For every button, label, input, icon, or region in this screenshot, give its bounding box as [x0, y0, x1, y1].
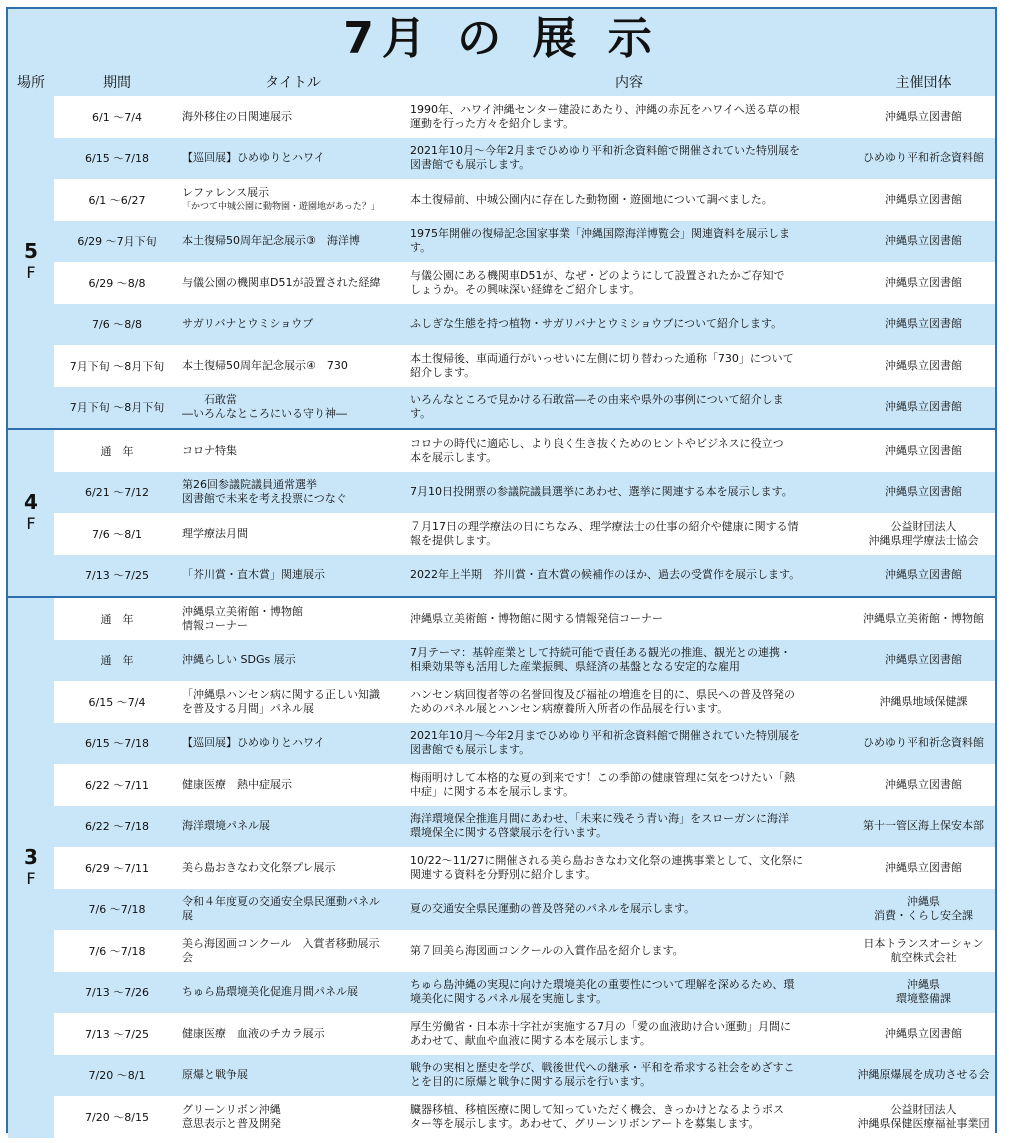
title-line: 海洋環境パネル展 — [182, 819, 270, 833]
title-line: 展 — [182, 909, 193, 923]
title-cell — [180, 806, 406, 848]
org-cell — [852, 681, 995, 723]
content-cell — [406, 681, 852, 723]
content-line: ハンセン病回復者等の名誉回復及び福祉の増進を目的に、県民への普及啓発の — [410, 687, 795, 701]
org-cell — [852, 345, 995, 387]
content-line: 境美化に関するパネル展を実施します。 — [410, 992, 608, 1006]
table-row — [54, 1055, 995, 1097]
title-cell — [180, 640, 406, 682]
period-cell: 通 年 — [100, 654, 134, 668]
table-row — [54, 179, 995, 221]
page-title: 7月 の 展 示 — [8, 9, 995, 67]
title-cell — [180, 96, 406, 138]
floor-number: 4 — [24, 490, 38, 514]
table-row — [54, 598, 995, 640]
org-cell — [852, 1055, 995, 1097]
title-line: 海外移住の日関連展示 — [182, 109, 292, 123]
content-line: 図書館でも展示します。 — [410, 743, 531, 757]
title-line: 沖縄らしい SDGs 展示 — [182, 653, 296, 667]
title-cell — [180, 472, 406, 514]
content-cell — [406, 304, 852, 346]
content-cell — [406, 96, 852, 138]
title-line: を普及する月間」パネル展 — [182, 701, 314, 715]
floor-label — [8, 96, 54, 428]
org-cell — [852, 472, 995, 514]
content-cell — [406, 806, 852, 848]
content-line: 相乗効果等も活用した産業振興、県経済の基盤となる安定的な雇用 — [410, 660, 740, 674]
period-cell: 7/20 ～8/1 — [88, 1069, 146, 1083]
content-cell — [406, 221, 852, 263]
content-line: 報を提供します。 — [410, 533, 498, 547]
table-row — [54, 847, 995, 889]
period-cell: 6/21 ～7/12 — [85, 486, 149, 500]
content-cell — [406, 262, 852, 304]
period-cell: 6/29 ～7/11 — [85, 861, 149, 875]
content-cell — [406, 430, 852, 472]
table-header — [8, 67, 995, 96]
content-cell — [406, 1013, 852, 1055]
table-row — [54, 972, 995, 1014]
title-cell — [180, 930, 406, 972]
title-cell — [180, 889, 406, 931]
title-cell — [180, 1055, 406, 1097]
table-row — [54, 889, 995, 931]
period-cell: 6/15 ～7/18 — [85, 152, 149, 166]
content-cell — [406, 179, 852, 221]
title-cell — [180, 138, 406, 180]
org-cell — [852, 598, 995, 640]
table-row — [54, 555, 995, 597]
floor-unit: F — [26, 263, 36, 282]
content-cell — [406, 889, 852, 931]
org-line: ひめゆり平和祈念資料館 — [863, 736, 984, 750]
table-row — [54, 96, 995, 138]
title-cell — [180, 430, 406, 472]
title-cell — [180, 1096, 406, 1138]
content-line: 関連する資料を分野別に紹介します。 — [410, 867, 597, 881]
table-row — [54, 138, 995, 180]
content-cell — [406, 345, 852, 387]
org-line: 沖縄県立図書館 — [885, 1026, 962, 1040]
title-cell — [180, 345, 406, 387]
org-line: 沖縄県立図書館 — [885, 275, 962, 289]
period-cell: 通 年 — [100, 612, 134, 626]
org-line: 沖縄原爆展を成功させる会 — [857, 1068, 990, 1082]
org-line: 日本トランスオーシャン — [863, 936, 984, 950]
period-cell: 通 年 — [100, 444, 134, 458]
content-line: ちゅら島沖縄の実現に向けた環境美化の重要性について理解を深めるため、環 — [410, 978, 795, 992]
org-cell — [852, 764, 995, 806]
content-line: 与儀公園にある機関車D51が、なぜ・どのようにして設置されたかご存知で — [410, 268, 785, 282]
title-line: 本土復帰50周年記念展示③ 海洋博 — [182, 234, 360, 248]
content-line: 夏の交通安全県民運動の普及啓発のパネルを展示します。 — [410, 902, 696, 916]
title-line: 第26回参議院議員通常選挙 — [182, 478, 317, 492]
content-cell — [406, 640, 852, 682]
content-line: す。 — [410, 407, 432, 421]
content-cell — [406, 387, 852, 429]
org-cell — [852, 138, 995, 180]
title-line: サガリバナとウミショウブ — [182, 317, 314, 331]
content-line: 海洋環境保全推進月間にあわせ、「未来に残そう青い海」をスローガンに海洋 — [410, 812, 789, 826]
content-cell — [406, 472, 852, 514]
title-line: 令和４年度夏の交通安全県民運動パネル — [182, 895, 380, 909]
content-line: 1975年開催の復帰記念国家事業「沖縄国際海洋博覧会」関連資料を展示しま — [410, 227, 790, 241]
period-cell: 7/13 ～7/25 — [85, 1027, 149, 1041]
floor-section — [8, 596, 995, 1138]
title-line: 会 — [182, 950, 193, 964]
content-line: 厚生労働省・日本赤十字社が実施する7月の「愛の血液助け合い運動」月間に — [410, 1019, 791, 1033]
exhibit-rows — [54, 96, 995, 428]
floor-section — [8, 96, 995, 428]
org-cell — [852, 387, 995, 429]
content-line: しょうか。その興味深い経緯をご紹介します。 — [410, 282, 641, 296]
content-line: 紹介します。 — [410, 365, 476, 379]
org-cell — [852, 221, 995, 263]
org-cell — [852, 723, 995, 765]
floor-number: 5 — [24, 239, 38, 263]
content-line: 本土復帰後、車両通行がいっせいに左側に切り替わった通称「730」について — [410, 351, 794, 365]
period-cell: 7/20 ～8/15 — [85, 1110, 149, 1124]
org-line: 沖縄県立図書館 — [885, 192, 962, 206]
floor-unit: F — [26, 868, 36, 888]
content-line: 2021年10月～今年2月までひめゆり平和祈念資料館で開催されていた特別展を — [410, 729, 800, 743]
org-cell — [852, 430, 995, 472]
org-line: 沖縄県立図書館 — [885, 777, 962, 791]
content-line: ためのパネル展とハンセン病療養所入所者の作品展を行います。 — [410, 701, 729, 715]
table-row — [54, 221, 995, 263]
table-row — [54, 262, 995, 304]
period-cell: 6/15 ～7/4 — [88, 695, 146, 709]
title-line: 情報コーナー — [182, 618, 248, 632]
content-line: あわせて、献血や血液に関する本を展示します。 — [410, 1033, 651, 1047]
title-line: 「かつて中城公園に動物園・遊園地があった？」 — [182, 201, 380, 212]
period-cell: 6/22 ～7/18 — [85, 820, 149, 834]
title-line: 「芥川賞・直木賞」関連展示 — [182, 568, 325, 582]
table-row — [54, 1096, 995, 1138]
org-line: 第十一管区海上保安本部 — [863, 819, 984, 833]
content-cell — [406, 1096, 852, 1138]
org-line: 沖縄県立美術館・博物館 — [863, 611, 984, 625]
title-cell — [180, 221, 406, 263]
exhibit-rows — [54, 430, 995, 596]
title-cell — [180, 764, 406, 806]
table-row — [54, 472, 995, 514]
content-line: 臓器移植、移植医療に関して知っていただく機会、きっかけとなるようポス — [410, 1102, 784, 1116]
org-cell — [852, 262, 995, 304]
org-cell — [852, 930, 995, 972]
org-line: 沖縄県立図書館 — [885, 485, 962, 499]
org-line: 沖縄県地域保健課 — [879, 694, 968, 708]
title-cell — [180, 598, 406, 640]
title-line: 理学療法月間 — [182, 526, 248, 540]
title-line: コロナ特集 — [182, 443, 237, 457]
content-line: いろんなところで見かける石敢當―その由来や県外の事例について紹介しま — [410, 393, 784, 407]
period-cell: 7/13 ～7/25 — [85, 569, 149, 583]
org-line: 沖縄県立図書館 — [885, 443, 962, 457]
title-line: 【巡回展】ひめゆりとハワイ — [182, 151, 325, 165]
title-cell — [180, 723, 406, 765]
content-cell — [406, 598, 852, 640]
table-row — [54, 1013, 995, 1055]
org-cell — [852, 847, 995, 889]
title-line: 健康医療 熱中症展示 — [182, 777, 292, 791]
table-row — [54, 764, 995, 806]
title-line: 意思表示と普及開発 — [182, 1116, 281, 1130]
content-line: 1990年、ハワイ沖縄センター建設にあたり、沖縄の赤瓦をハワイへ送る草の根 — [410, 102, 800, 116]
table-row — [54, 806, 995, 848]
content-line: 図書館でも展示します。 — [410, 158, 531, 172]
table-row — [54, 930, 995, 972]
content-line: 2022年上半期 芥川賞・直木賞の候補作のほか、過去の受賞作を展示します。 — [410, 568, 801, 582]
floor-sections — [8, 96, 995, 1138]
table-row — [54, 387, 995, 429]
content-cell — [406, 513, 852, 555]
content-line: 本を展示します。 — [410, 450, 498, 464]
content-line: 中症」に関する本を展示します。 — [410, 784, 575, 798]
content-line: ター等を展示します。あわせて、グリーンリボンアートを募集します。 — [410, 1116, 760, 1130]
content-line: 沖縄県立美術館・博物館に関する情報発信コーナー — [410, 611, 663, 625]
table-row — [54, 304, 995, 346]
title-cell — [180, 262, 406, 304]
org-cell — [852, 179, 995, 221]
period-cell: 6/15 ～7/18 — [85, 737, 149, 751]
org-line: 公益財団法人 — [890, 1102, 957, 1116]
title-line: レファレンス展示 — [182, 185, 270, 199]
org-cell — [852, 972, 995, 1014]
content-line: とを目的に原爆と戦争に関する展示を行います。 — [410, 1075, 652, 1089]
period-cell: 6/1 ～6/27 — [88, 193, 146, 207]
title-cell — [180, 387, 406, 429]
period-cell: 7/6 ～8/8 — [92, 318, 142, 332]
content-line: ７月17日の理学療法の日にちなみ、理学療法士の仕事の紹介や健康に関する情 — [410, 519, 799, 533]
content-line: 戦争の実相と歴史を学び、戦後世代への継承・平和を希求する社会をめざすこ — [410, 1061, 795, 1075]
header-period: 期間 — [103, 74, 131, 91]
org-line: 航空株式会社 — [890, 950, 957, 964]
period-cell: 6/22 ～7/11 — [85, 778, 149, 792]
table-row — [54, 513, 995, 555]
org-cell — [852, 96, 995, 138]
content-cell — [406, 138, 852, 180]
table-row — [54, 430, 995, 472]
org-line: 沖縄県保健医療福祉事業団 — [857, 1116, 990, 1130]
org-cell — [852, 513, 995, 555]
header-title: タイトル — [265, 74, 321, 91]
content-cell — [406, 1055, 852, 1097]
org-cell — [852, 555, 995, 597]
title-line: 「沖縄県ハンセン病に関する正しい知識 — [182, 687, 380, 701]
header-org: 主催団体 — [895, 74, 952, 91]
title-cell — [180, 555, 406, 597]
org-cell — [852, 889, 995, 931]
org-cell — [852, 806, 995, 848]
header-place: 場所 — [17, 74, 45, 91]
title-line: 本土復帰50周年記念展示④ 730 — [182, 358, 348, 372]
floor-label — [8, 598, 54, 1138]
floor-number: 3 — [24, 844, 38, 869]
period-cell: 7月下旬 ～8月下旬 — [69, 359, 165, 373]
content-line: 運動を行った方々を紹介します。 — [410, 116, 575, 130]
content-line: 環境保全に関する啓蒙展示を行います。 — [410, 826, 608, 840]
org-line: 沖縄県 — [907, 978, 940, 992]
org-line: 沖縄県立図書館 — [885, 860, 962, 874]
org-line: 沖縄県立図書館 — [885, 317, 962, 331]
period-cell: 6/1 ～7/4 — [92, 110, 142, 124]
org-line: 公益財団法人 — [890, 519, 957, 533]
org-line: 沖縄県立図書館 — [885, 109, 962, 123]
org-line: 沖縄県立図書館 — [885, 653, 962, 667]
content-cell — [406, 555, 852, 597]
content-cell — [406, 723, 852, 765]
floor-label — [8, 430, 54, 596]
title-cell — [180, 1013, 406, 1055]
period-cell: 6/29 ～7月下旬 — [77, 235, 157, 249]
content-line: 10/22～11/27に開催される美ら島おきなわ文化祭の連携事業として、文化祭に — [410, 853, 804, 867]
title-line: ―いろんなところにいる守り神― — [182, 407, 347, 421]
title-cell — [180, 179, 406, 221]
title-line: グリーンリボン沖縄 — [182, 1102, 281, 1116]
period-cell: 7/6 ～8/1 — [92, 527, 142, 541]
content-cell — [406, 764, 852, 806]
org-line: 沖縄県理学療法士協会 — [868, 533, 979, 547]
content-line: 本土復帰前、中城公園内に存在した動物園・遊園地について調べました。 — [410, 192, 773, 206]
title-cell — [180, 304, 406, 346]
table-row — [54, 640, 995, 682]
title-line: 健康医療 血液のチカラ展示 — [182, 1026, 325, 1040]
title-line: 美ら海図画コンクール 入賞者移動展示 — [182, 936, 380, 950]
org-line: 沖縄県立図書館 — [885, 400, 962, 414]
title-cell — [180, 847, 406, 889]
floor-unit: F — [26, 514, 36, 533]
title-line: 原爆と戦争展 — [182, 1068, 248, 1082]
exhibit-schedule — [6, 7, 997, 1133]
title-line: 石敢當 — [182, 393, 237, 407]
content-line: 2021年10月～今年2月までひめゆり平和祈念資料館で開催されていた特別展を — [410, 144, 800, 158]
period-cell: 7/13 ～7/26 — [85, 986, 149, 1000]
content-cell — [406, 930, 852, 972]
content-line: 梅雨明けして本格的な夏の到来です！この季節の健康管理に気をつけたい「熱 — [410, 770, 795, 784]
content-line: ふしぎな生態を持つ植物・サガリバナとウミショウブについて紹介します。 — [410, 317, 783, 331]
table-row — [54, 345, 995, 387]
content-cell — [406, 972, 852, 1014]
title-cell — [180, 681, 406, 723]
org-line: 沖縄県立図書館 — [885, 568, 962, 582]
period-cell: 7/6 ～7/18 — [88, 903, 146, 917]
content-line: 7月10日投開票の参議院議員選挙にあわせ、選挙に関連する本を展示します。 — [410, 485, 793, 499]
content-cell — [406, 847, 852, 889]
title-line: 美ら島おきなわ文化祭プレ展示 — [182, 860, 336, 874]
org-line: 沖縄県立図書館 — [885, 358, 962, 372]
org-cell — [852, 640, 995, 682]
org-line: 消費・くらし安全課 — [874, 909, 973, 923]
title-line: 与儀公園の機関車D51が設置された経緯 — [182, 275, 381, 289]
title-line: 沖縄県立美術館・博物館 — [182, 604, 303, 618]
exhibit-rows — [54, 598, 995, 1138]
org-cell — [852, 1096, 995, 1138]
title-line: 【巡回展】ひめゆりとハワイ — [182, 736, 325, 750]
org-line: 環境整備課 — [896, 992, 951, 1006]
period-cell: 6/29 ～8/8 — [88, 276, 146, 290]
content-line: 第７回美ら海図画コンクールの入賞作品を紹介します。 — [410, 943, 684, 957]
title-cell — [180, 972, 406, 1014]
title-line: 図書館で未来を考え投票につなぐ — [182, 492, 347, 506]
period-cell: 7月下旬 ～8月下旬 — [69, 401, 165, 415]
table-row — [54, 681, 995, 723]
content-line: 7月テーマ：基幹産業として持続可能で責任ある観光の推進、観光との連携・ — [410, 646, 791, 660]
title-cell — [180, 513, 406, 555]
org-line: 沖縄県立図書館 — [885, 234, 962, 248]
org-cell — [852, 304, 995, 346]
org-line: 沖縄県 — [907, 895, 940, 909]
content-line: す。 — [410, 241, 432, 255]
content-line: コロナの時代に適応し、より良く生き抜くためのヒントやビジネスに役立つ — [410, 436, 784, 450]
floor-section — [8, 428, 995, 596]
org-line: ひめゆり平和祈念資料館 — [863, 151, 984, 165]
table-row — [54, 723, 995, 765]
title-line: ちゅら島環境美化促進月間パネル展 — [182, 985, 358, 999]
header-content: 内容 — [615, 74, 643, 91]
period-cell: 7/6 ～7/18 — [88, 944, 146, 958]
org-cell — [852, 1013, 995, 1055]
